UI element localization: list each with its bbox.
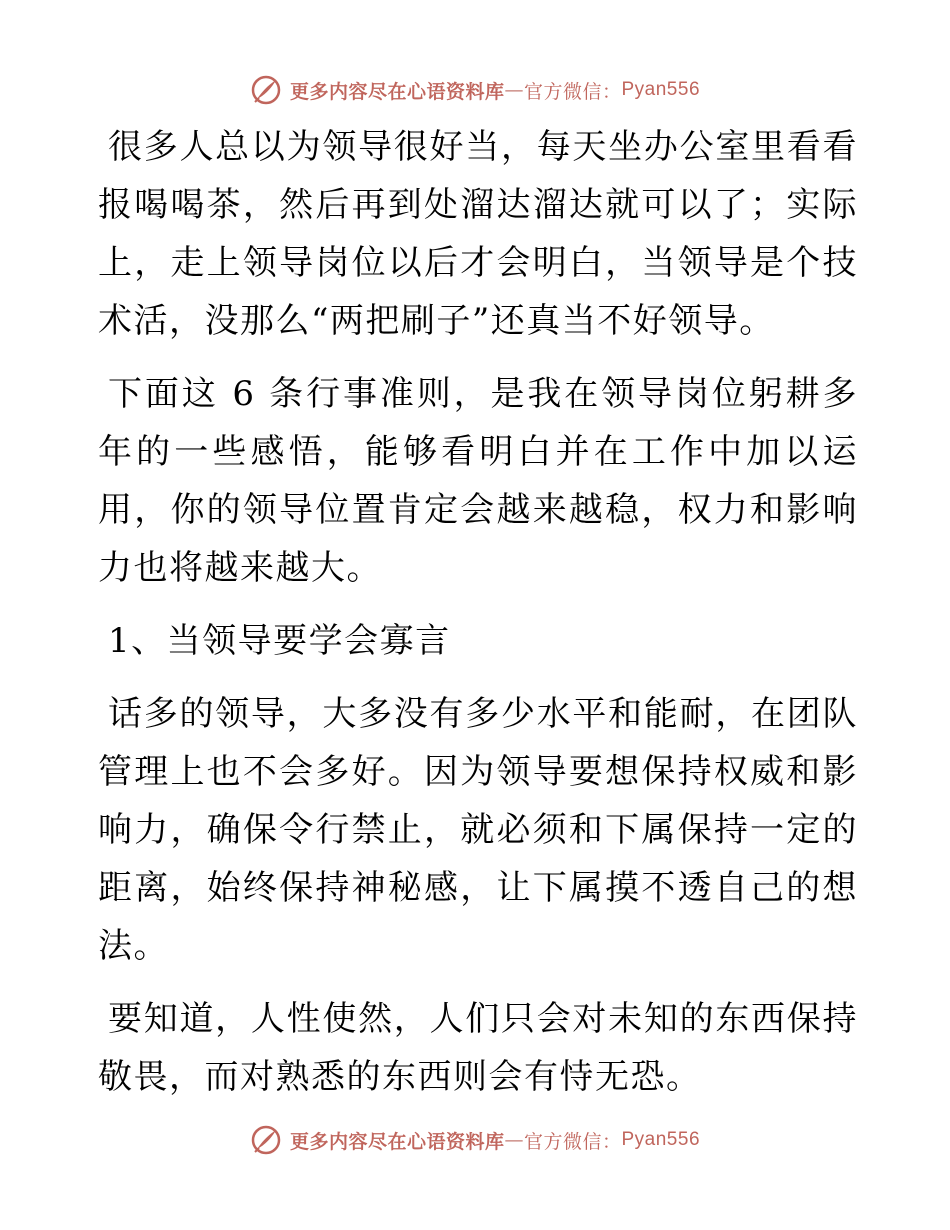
section-1-heading: 1、当领导要学会寡言 bbox=[108, 621, 451, 661]
section-1-paragraph-1: 话多的领导，大多没有多少水平和能耐，在团队管理上也不会多好。因为领导要想保持权威和影响力，确保令行禁止，就必须和下属保持一定的距离，始终保持神秘感，让下属摸不透自己的想法。 bbox=[98, 694, 858, 966]
document-body bbox=[98, 118, 858, 1121]
intro-paragraph-2: 下面这 6 条行事准则，是我在领导岗位躬耕多年的一些感悟，能够看明白并在工作中加以运用，你的领导位置肯定会越来越稳，权力和影响力也将越来越大。 bbox=[98, 374, 858, 588]
banner-wechat-label: 官方微信： bbox=[523, 80, 622, 103]
footer-banner bbox=[0, 1120, 950, 1160]
footer-brand-text: 更多内容尽在心语资料库 bbox=[289, 1130, 505, 1153]
footer-wechat-label: 官方微信： bbox=[523, 1130, 622, 1153]
section-1-paragraph-2: 要知道，人性使然，人们只会对未知的东西保持敬畏，而对熟悉的东西则会有恃无恐。 bbox=[98, 999, 858, 1097]
banner-wechat-account: Pyan556 bbox=[621, 79, 701, 100]
intro-paragraph-1: 很多人总以为领导很好当，每天坐办公室里看看报喝喝茶，然后再到处溜达溜达就可以了；实际上，走上领导岗位以后才会明白，当领导是个技术活，没那么“两把刷子”还真当不好领导。 bbox=[98, 127, 858, 341]
feather-pen-logo-icon bbox=[250, 1124, 282, 1156]
feather-pen-logo-icon bbox=[250, 74, 282, 106]
banner-dash: — bbox=[504, 79, 524, 101]
banner-brand-text: 更多内容尽在心语资料库 bbox=[289, 80, 505, 103]
footer-dash: — bbox=[504, 1129, 524, 1151]
header-banner bbox=[0, 70, 950, 110]
footer-wechat-account: Pyan556 bbox=[621, 1129, 701, 1150]
